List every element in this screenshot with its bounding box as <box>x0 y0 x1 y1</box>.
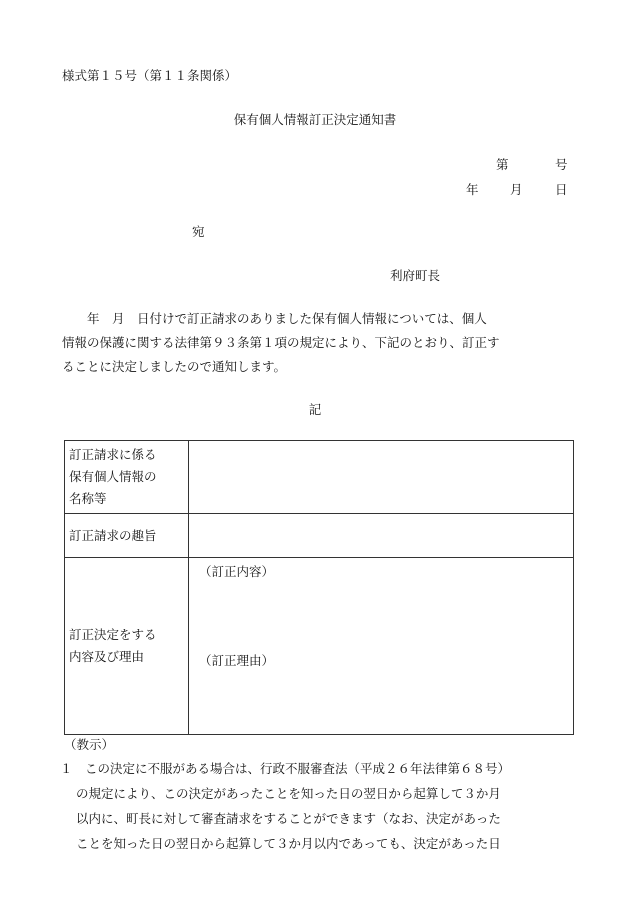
document-title: 保有個人情報訂正決定通知書 <box>233 112 397 127</box>
addressee-suffix: 宛 <box>192 224 205 239</box>
body-line: 情報の保護に関する法律第９３条第１項の規定により、下記のとおり、訂正す <box>62 335 500 350</box>
note-line: の規定により、この決定があったことを知った日の翌日から起算して３か月 <box>76 786 501 801</box>
body-paragraph <box>62 307 574 379</box>
form-number: 様式第１５号（第１１条関係） <box>62 68 238 83</box>
note-line: ことを知った日の翌日から起算して３か月以内であっても、決定があった日 <box>76 836 501 851</box>
instruction-notes <box>60 756 580 856</box>
instruction-heading: （教示） <box>64 737 115 752</box>
table-row-request-purpose <box>65 514 574 558</box>
sender-name: 利府町長 <box>390 268 441 283</box>
label-line: 訂正決定をする <box>69 627 157 642</box>
note-line: １ この決定に不服がある場合は、行政不服審査法（平成２６年法律第６８号） <box>60 761 511 776</box>
row-label-decision <box>65 558 189 735</box>
doc-number-go: 号 <box>555 157 568 172</box>
decision-table <box>64 440 574 735</box>
table-row-info-name <box>65 441 574 514</box>
date-month: 月 <box>510 182 523 197</box>
body-line: 年 月 日付けで訂正請求のありました保有個人情報については、個人 <box>62 311 487 326</box>
date-year: 年 <box>466 182 479 197</box>
label-line: 内容及び理由 <box>69 649 145 664</box>
label-line: 訂正請求に係る <box>69 447 157 462</box>
correction-content-label: （訂正内容） <box>199 564 275 579</box>
row-label-info-name <box>65 441 189 514</box>
date-day: 日 <box>555 182 568 197</box>
row-label-request-purpose: 訂正請求の趣旨 <box>65 514 189 558</box>
doc-number-dai: 第 <box>496 157 509 172</box>
request-purpose-value-cell <box>189 514 574 558</box>
correction-reason-label: （訂正理由） <box>199 653 275 668</box>
ki-heading: 記 <box>308 402 322 417</box>
label-line: 名称等 <box>69 491 107 506</box>
body-line: ることに決定しましたので通知します。 <box>62 359 287 374</box>
note-line: 以内に、町長に対して審査請求をすることができます（なお、決定があった <box>76 811 501 826</box>
label-line: 保有個人情報の <box>69 469 157 484</box>
info-name-value-cell <box>189 441 574 514</box>
table-row-decision <box>65 558 574 735</box>
decision-value-cell <box>189 558 574 735</box>
